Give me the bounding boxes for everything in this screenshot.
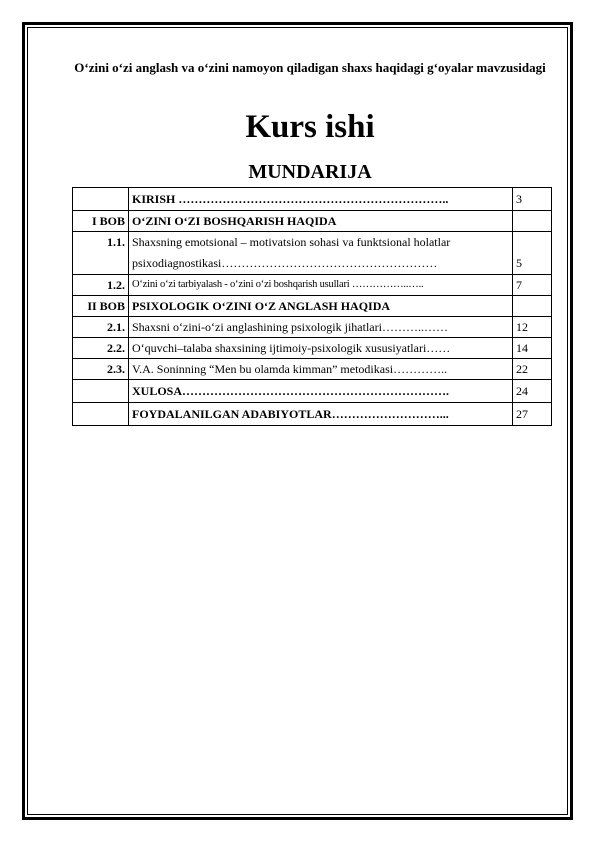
toc-entry: O‘ZINI O‘ZI BOSHQARISH HAQIDA [129,211,513,232]
toc-page: 5 [513,232,552,275]
toc-entry: O‘quvchi–talaba shaxsining ijtimoiy-psixologik xususiyatlari…… [129,338,513,359]
contents-heading: MUNDARIJA [248,161,372,183]
toc-entry: PSIXOLOGIK O‘ZINI O‘Z ANGLASH HAQIDA [129,296,513,317]
toc-number: 2.1. [73,317,129,338]
toc-row [73,275,552,296]
document-title: Kurs ishi [245,109,375,145]
toc-row [73,232,552,275]
toc-number [73,380,129,403]
toc-entry: Shaxsning emotsional – motivatsion sohasi va funktsional holatlar psixodiagnostikasi……………………………………………… [129,232,513,275]
document-subtitle: O‘zini o‘zi anglash va o‘zini namoyon qiladigan shaxs haqidagi g‘oyalar mavzusidagi [74,60,546,75]
toc-entry: V.A. Soninning “Men bu olamda kimman” metodikasi………….. [129,359,513,380]
toc-page: 27 [513,403,552,426]
toc-page: 24 [513,380,552,403]
toc-page: 12 [513,317,552,338]
toc-number: II BOB [73,296,129,317]
toc-row [73,317,552,338]
toc-row [73,211,552,232]
toc-entry: FOYDALANILGAN ADABIYOTLAR………………………... [129,403,513,426]
toc-page: 22 [513,359,552,380]
toc-page [513,296,552,317]
toc-number: I BOB [73,211,129,232]
toc-entry: KIRISH ………………………………………………………….. [129,188,513,211]
toc-entry: O‘zini o‘zi tarbiyalash - o‘zini o‘zi boshqarish usullari ……………..….. [129,275,513,296]
table-of-contents [72,187,552,426]
toc-number: 1.2. [73,275,129,296]
toc-row [73,188,552,211]
toc-number: 1.1. [73,232,129,275]
toc-entry: Shaxsni o‘zini-o‘zi anglashining psixologik jihatlari………..…… [129,317,513,338]
toc-row [73,359,552,380]
toc-number [73,403,129,426]
toc-number: 2.2. [73,338,129,359]
toc-row [73,403,552,426]
toc-number: 2.3. [73,359,129,380]
toc-row [73,380,552,403]
toc-page [513,211,552,232]
toc-page: 3 [513,188,552,211]
toc-row [73,338,552,359]
toc-page: 14 [513,338,552,359]
toc-entry: XULOSA…………………………………………………………. [129,380,513,403]
toc-page: 7 [513,275,552,296]
toc-number [73,188,129,211]
toc-row [73,296,552,317]
